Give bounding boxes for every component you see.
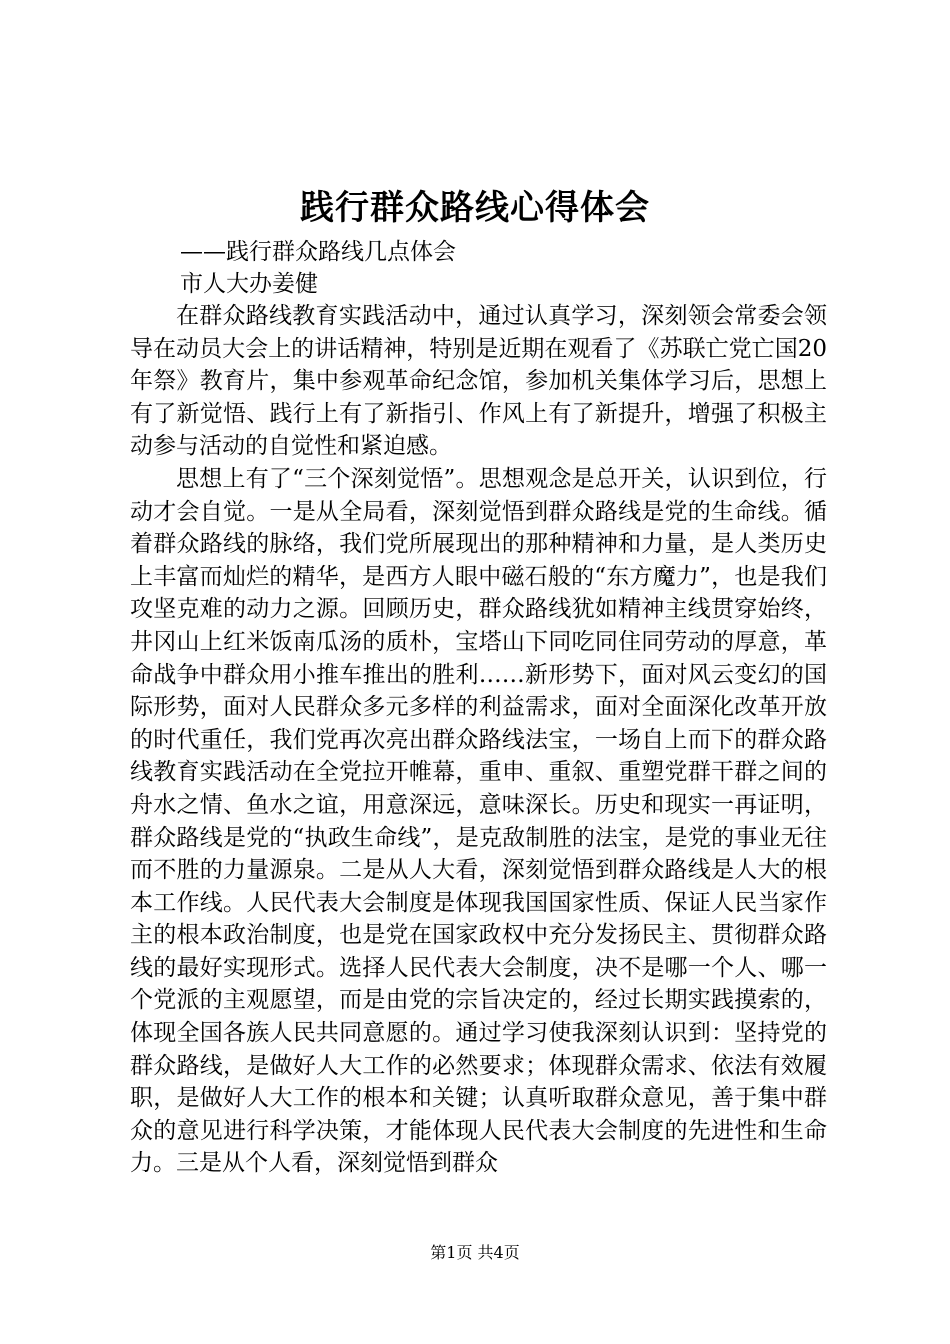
document-body <box>130 300 827 1180</box>
body-paragraph: 在群众路线教育实践活动中，通过认真学习，深刻领会常委会领导在动员大会上的讲话精神，特别是近期在观看了《苏联亡党亡国20年祭》教育片，集中参观革命纪念馆，参加机关集体学习后，思想上有了新觉悟、践行上有了新指引、作风上有了新提升，增强了积极主动参与活动的自觉性和紧迫感。 <box>130 303 827 460</box>
page-footer: 第1页 共4页 <box>430 1243 520 1262</box>
document-title: 践行群众路线心得体会 <box>300 188 650 228</box>
document-author: 市人大办姜健 <box>180 271 318 297</box>
body-paragraph: 思想上有了“三个深刻觉悟”。思想观念是总开关，认识到位，行动才会自觉。一是从全局看，深刻觉悟到群众路线是党的生命线。循着群众路线的脉络，我们党所展现出的那种精神和力量，是人类历史上丰富而灿烂的精华，是西方人眼中磁石般的“东方魔力”，也是我们攻坚克难的动力之源。回顾历史，群众路线犹如精神主线贯穿始终，井冈山上红米饭南瓜汤的质朴，宝塔山下同吃同住同劳动的厚意，革命战争中群众用小推车推出的胜利……新形势下，面对风云变幻的国际形势，面对人民群众多元多样的利益需求，面对全面深化改革开放的时代重任，我们党再次亮出群众路线法宝，一场自上而下的群众路线教育实践活动在全党拉开帷幕，重申、重叙、重塑党群干群之间的舟水之情、鱼水之谊，用意深远，意味深长。历史和现实一再证明，群众路线是党的“执政生命线”，是克敌制胜的法宝，是党的事业无往而不胜的力量源泉。二是从人大看，深刻觉悟到群众路线是人大的根本工作线。人民代表大会制度是体现我国国家性质、保证人民当家作主的根本政治制度，也是党在国家政权中充分发扬民主、贯彻群众路线的最好实现形式。选择人民代表大会制度，决不是哪一个人、哪一个党派的主观愿望，而是由党的宗旨决定的，经过长期实践摸索的，体现全国各族人民共同意愿的。通过学习使我深刻认识到：坚持党的群众路线，是做好人大工作的必然要求；体现群众需求、依法有效履职，是做好人大工作的根本和关键；认真听取群众意见，善于集中群众的意见进行科学决策，才能体现人民代表大会制度的先进性和生命力。三是从个人看，深刻觉悟到群众 <box>130 465 827 1177</box>
document-subtitle: ——践行群众路线几点体会 <box>180 239 456 265</box>
